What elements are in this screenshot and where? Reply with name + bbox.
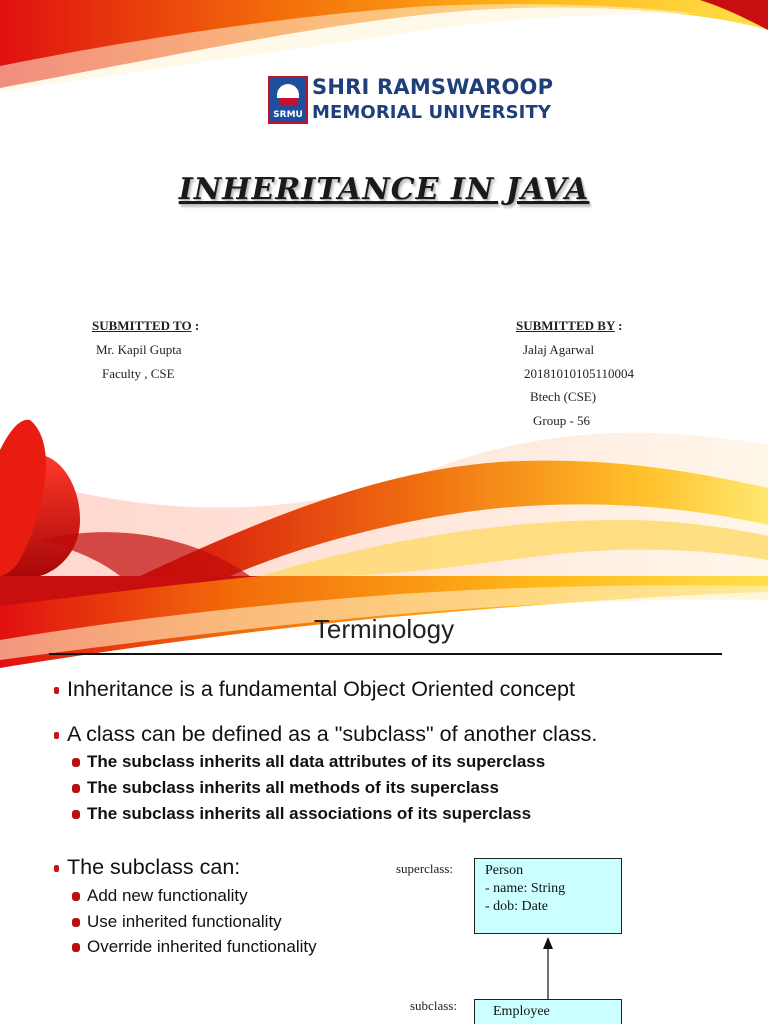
university-name-line1: SHRI RAMSWAROOP (312, 75, 554, 99)
student-group: Group - 56 (533, 413, 591, 428)
bullet-icon (54, 687, 59, 694)
faculty-name: Mr. Kapil Gupta (96, 342, 182, 357)
sub-bullet-icon (72, 892, 80, 901)
subclass-label: subclass: (410, 998, 457, 1013)
faculty-department: Faculty , CSE (102, 366, 175, 381)
sub-bullet-item: Override inherited functionality (72, 937, 317, 957)
bullet-item: A class can be defined as a "subclass" of another class. (54, 722, 597, 747)
sub-bullet-icon (72, 918, 80, 927)
superclass-attribute: - name: String (485, 881, 566, 896)
bullet-item: Inheritance is a fundamental Object Oriented concept (54, 677, 575, 702)
bullet-icon (54, 732, 59, 739)
superclass-label: superclass: (396, 861, 454, 876)
sub-bullet-icon (72, 810, 80, 819)
submitted-to-heading: SUBMITTED TO : (92, 318, 200, 333)
university-name (312, 74, 553, 126)
superclass-attribute: - dob: Date (485, 899, 548, 914)
student-course: Btech (CSE) (530, 389, 597, 404)
superclass-name: Person (485, 863, 524, 878)
title-divider (49, 653, 722, 655)
superclass-box (474, 858, 622, 934)
sub-bullet-item: The subclass inherits all data attributes of its superclass (72, 752, 545, 772)
sub-bullet-item: The subclass inherits all associations of its superclass (72, 804, 531, 824)
inheritance-arrow-icon (538, 936, 558, 1002)
sub-bullet-icon (72, 943, 80, 952)
sub-bullet-item: The subclass inherits all methods of its superclass (72, 778, 499, 798)
terminology-slide (0, 576, 768, 1024)
university-logo (268, 74, 553, 126)
sub-bullet-icon (72, 758, 80, 767)
university-name-line2: MEMORIAL UNIVERSITY (312, 102, 551, 123)
presentation-title: INHERITANCE IN JAVA (178, 172, 590, 207)
subclass-box (474, 999, 622, 1024)
submitted-by-heading: SUBMITTED BY : (516, 318, 623, 333)
slide-title: Terminology (313, 614, 455, 644)
bullet-icon (54, 865, 59, 872)
student-roll-number: 20181010105110004 (524, 366, 635, 381)
sub-bullet-item: Use inherited functionality (72, 912, 282, 932)
sub-bullet-item: Add new functionality (72, 886, 248, 906)
bullet-item: The subclass can: (54, 855, 240, 880)
university-emblem-icon: SRMU (268, 76, 308, 124)
sub-bullet-icon (72, 784, 80, 793)
student-name: Jalaj Agarwal (523, 342, 595, 357)
subclass-name: Employee (493, 1004, 550, 1019)
